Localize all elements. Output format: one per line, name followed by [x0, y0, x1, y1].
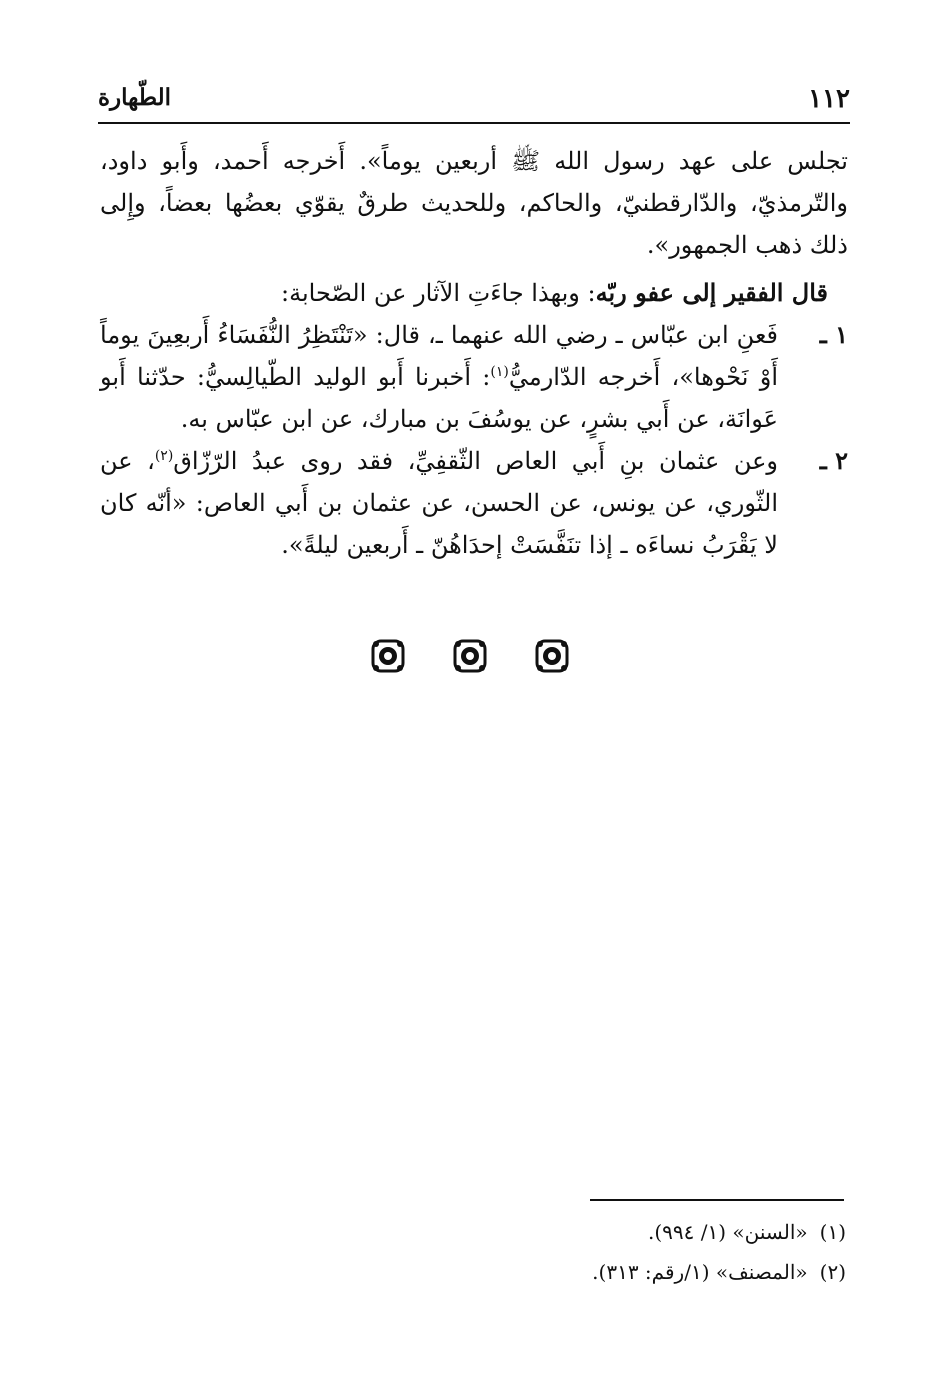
- footnote-ref-2: (٢): [154, 448, 174, 464]
- numbered-item-1: [100, 314, 848, 440]
- footnote-text: «السنن» (١/ ٩٩٤).: [647, 1220, 808, 1244]
- footnote-separator: [590, 1199, 844, 1201]
- footnote-ref-1: (١): [490, 364, 509, 380]
- footnote-2: [300, 1252, 846, 1292]
- item-number-1: ١ ـ: [819, 320, 848, 349]
- floral-ornament-icon: [534, 638, 570, 674]
- item-1-text-b: : أَخبرنا أَبو الوليد الطّيالِسيُّ: حدّثنا أَبو عَوانَة، عن أَبي بشرٍ، عن يوسُفَ بن مبارك، عن ابن عبّاس به.: [100, 363, 778, 433]
- floral-ornament-icon: [452, 638, 488, 674]
- footnotes: [300, 1212, 846, 1292]
- paragraph-2: [100, 272, 848, 314]
- item-1-text-a: فَعنِ ابن عبّاس ـ رضي الله عنهما ـ، قال: «تَنْتَظِرُ النُّفَسَاءُ أَربعِينَ يوماً أَوْ نَحْوها»، أَخرجه الدّارميُّ: [100, 321, 778, 391]
- footnote-number: (١): [819, 1220, 846, 1244]
- item-number-2: ٢ ـ: [819, 446, 848, 475]
- footnote-number: (٢): [819, 1260, 846, 1284]
- floral-ornament-icon: [370, 638, 406, 674]
- numbered-item-2: [100, 440, 848, 566]
- page-header: [98, 78, 850, 124]
- paragraph-1: تجلس على عهد رسول الله ﷺ أربعين يوماً». أَخرجه أَحمد، وأَبو داود، والتّرمذيّ، والدّارقطنيّ، والحاكم، وللحديث طرقٌ يقوّي بعضُها بعضاً، وإِلى ذلك ذهب الجمهور».: [100, 147, 848, 259]
- section-end-ornaments: [370, 638, 570, 674]
- page-number: ١١٢: [808, 84, 850, 114]
- footnote-text: «المصنف» (١/رقم: ٣١٣).: [592, 1260, 808, 1284]
- footnote-1: [300, 1212, 846, 1252]
- author-lead-phrase: قال الفقير إلى عفو ربّه: [595, 278, 828, 307]
- paragraph-2-rest: : وبهذا جاءَتِ الآثار عن الصّحابة:: [281, 279, 596, 307]
- running-title: الطّهارة: [98, 84, 172, 111]
- main-text: [100, 140, 848, 566]
- item-2-text-a: وعن عثمان بنِ أَبي العاص الثّقفِيِّ، فقد روى عبدُ الرّزّاق: [173, 447, 778, 475]
- item-2-text-b: ، عن الثّوري، عن يونس، عن الحسن، عن عثمان بن أَبي العاص: «أنّه كان لا يَقْرَبُ نساءَه ـ إذا تنَفَّسَتْ إحدَاهُنّ ـ أَربعين ليلةً».: [100, 447, 778, 559]
